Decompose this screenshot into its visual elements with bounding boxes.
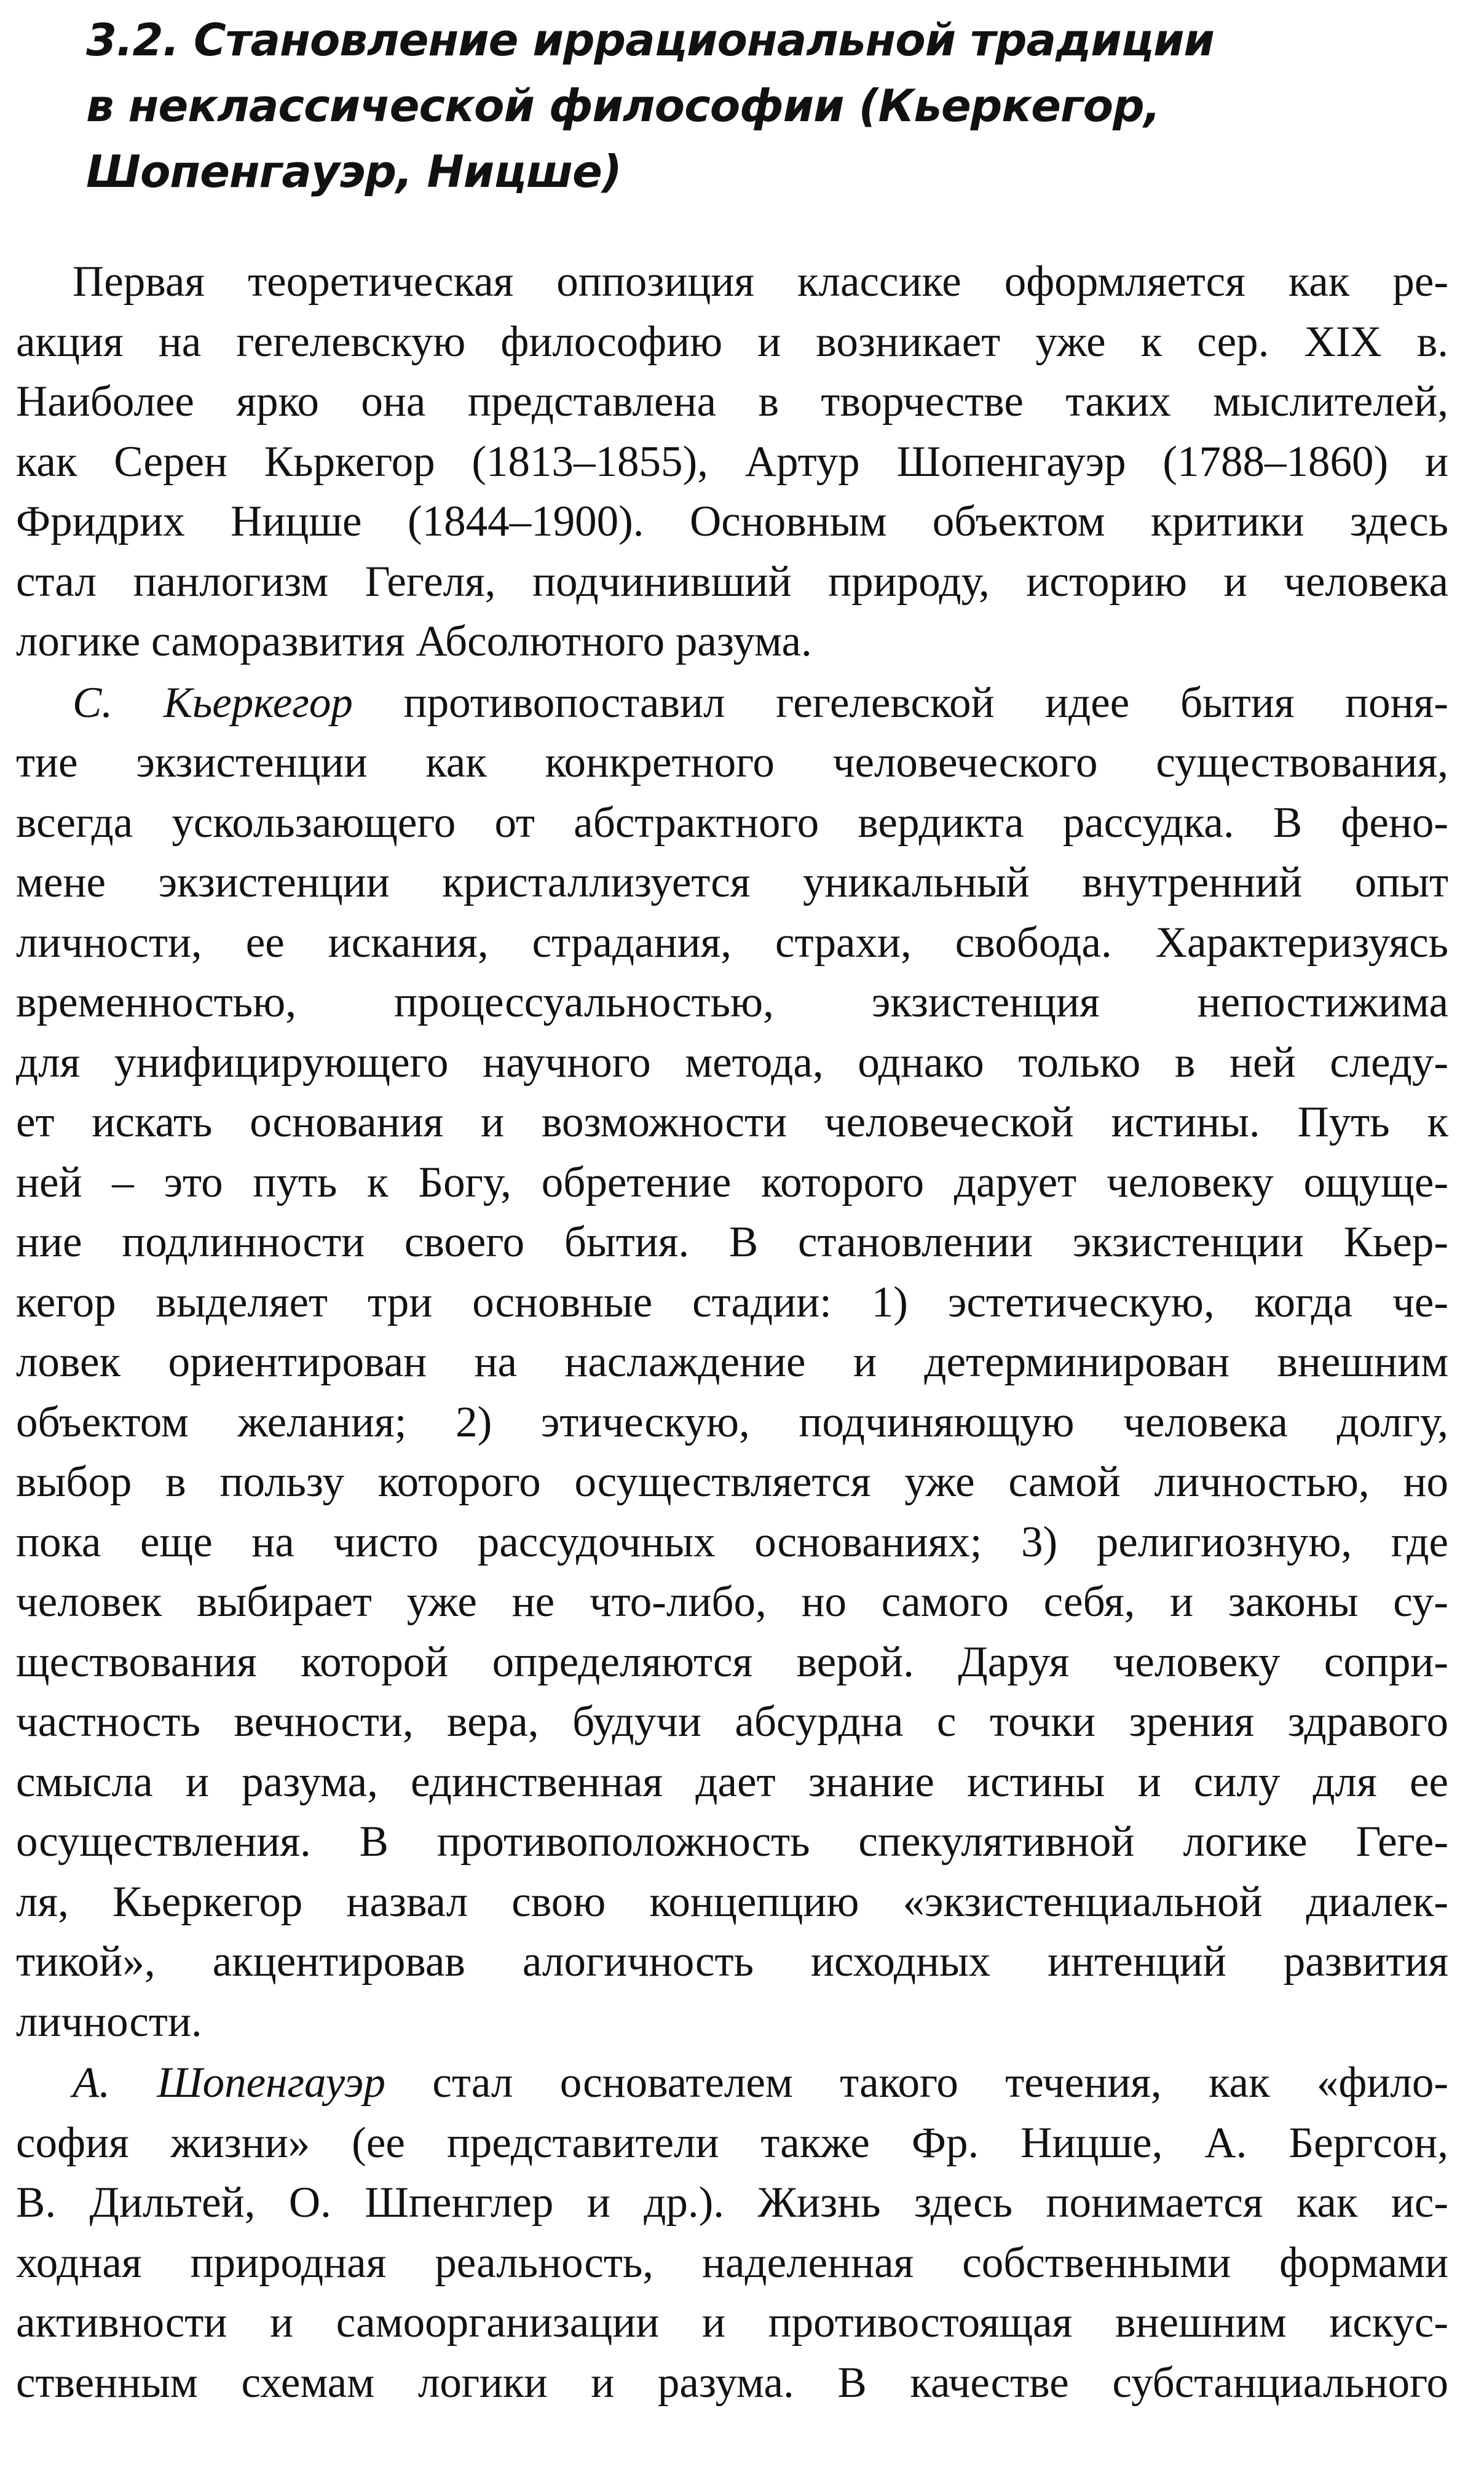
text-line (0, 2053, 1448, 2113)
text-line: человек выбирает уже не что-либо, но самого себя, и законы су- (16, 1578, 1448, 1626)
text-line: частность вечности, вера, будучи абсурдна с точки зрения здравого (16, 1698, 1448, 1746)
text-line: Первая теоретическая оппозиция классике оформляется как ре- (73, 258, 1448, 306)
text-line: ля, Кьеркегор назвал свою концепцию «экзистенциальной диалек- (16, 1877, 1448, 1926)
text-line: тикой», акцентировав алогичность исходных интенций развития (16, 1938, 1448, 1986)
text-line: софия жизни» (ее представители также Фр. Ницше, А. Бергсон, (16, 2118, 1448, 2167)
text-line: личности, ее искания, страдания, страхи, свобода. Характеризуясь (16, 918, 1448, 967)
heading-line: в неклассической философии (Кьеркегор, (86, 80, 1160, 132)
text-line: стал панлогизм Гегеля, подчинивший природу, историю и человека (16, 557, 1448, 606)
text-line: ней – это путь к Богу, обретение которого дарует человеку ощуще- (16, 1158, 1448, 1206)
text-line: кегор выделяет три основные стадии: 1) эстетическую, когда че- (16, 1278, 1448, 1326)
text-line: для унифицирующего научного метода, однако только в ней следу- (16, 1038, 1448, 1087)
text-line: В. Дильтей, О. Шпенглер и др.). Жизнь здесь понимается как ис- (16, 2179, 1448, 2227)
text-line: активности и самоорганизации и противостоящая внешним искус- (16, 2299, 1448, 2346)
text-line: ходная природная реальность, наделенная собственными формами (16, 2238, 1448, 2287)
text-line: тие экзистенции как конкретного человеческого существования, (16, 739, 1448, 786)
section-heading (86, 7, 1439, 205)
author-name-italic: А. Шопенгауэр (73, 2059, 385, 2107)
text-line: ственным схемам логики и разума. В качестве субстанциального (16, 2358, 1448, 2407)
text-line: ществования которой определяются верой. Даруя человеку сопри- (16, 1637, 1448, 1686)
text-line: логике саморазвития Абсолютного разума. (16, 617, 812, 665)
text-line: объектом желания; 2) этическую, подчиняющую человека долгу, (16, 1398, 1448, 1446)
paragraph-schopenhauer (0, 2053, 1484, 2413)
text-line: ловек ориентирован на наслаждение и детерминирован внешним (16, 1338, 1448, 1386)
text-line-rest: стал основателем такого течения, как «фило- (385, 2059, 1448, 2107)
text-line: мене экзистенции кристаллизуется уникальный внутренний опыт (16, 858, 1448, 906)
heading-line: 3.2. Становление иррациональной традиции (86, 14, 1214, 66)
text-line: осуществления. В противоположность спекулятивной логике Геге- (16, 1818, 1448, 1866)
text-line-rest: противопоставил гегелевской идее бытия поня- (352, 678, 1448, 727)
author-name-italic: С. Кьеркегор (73, 678, 353, 727)
text-line: личности. (16, 1997, 202, 2046)
text-line: Фридрих Ницше (1844–1900). Основным объектом критики здесь (16, 497, 1448, 545)
text-line: Наиболее ярко она представлена в творчестве таких мыслителей, (16, 378, 1448, 426)
text-line: ние подлинности своего бытия. В становлении экзистенции Кьер- (16, 1218, 1448, 1266)
text-line: смысла и разума, единственная дает знание истины и силу для ее (16, 1757, 1448, 1806)
text-line: всегда ускользающего от абстрактного вердикта рассудка. В фено- (16, 798, 1448, 847)
heading-line: Шопенгауэр, Ницше) (86, 146, 622, 197)
text-line: как Серен Кьркегор (1813–1855), Артур Шопенгауэр (1788–1860) и (16, 437, 1448, 486)
text-line (0, 673, 1448, 734)
text-line: выбор в пользу которого осуществляется уже самой личностью, но (16, 1458, 1448, 1506)
text-line: пока еще на чисто рассудочных основаниях; 3) религиозную, где (16, 1518, 1448, 1566)
paragraph-intro (0, 252, 1484, 672)
text-line: акция на гегелевскую философию и возникает уже к сер. XIX в. (16, 317, 1448, 366)
text-line: ет искать основания и возможности человеческой истины. Путь к (16, 1098, 1448, 1146)
paragraph-kierkegaard (0, 673, 1484, 2053)
body-text (0, 252, 1484, 2413)
text-line: временностью, процессуальностью, экзистенция непостижима (16, 978, 1448, 1026)
